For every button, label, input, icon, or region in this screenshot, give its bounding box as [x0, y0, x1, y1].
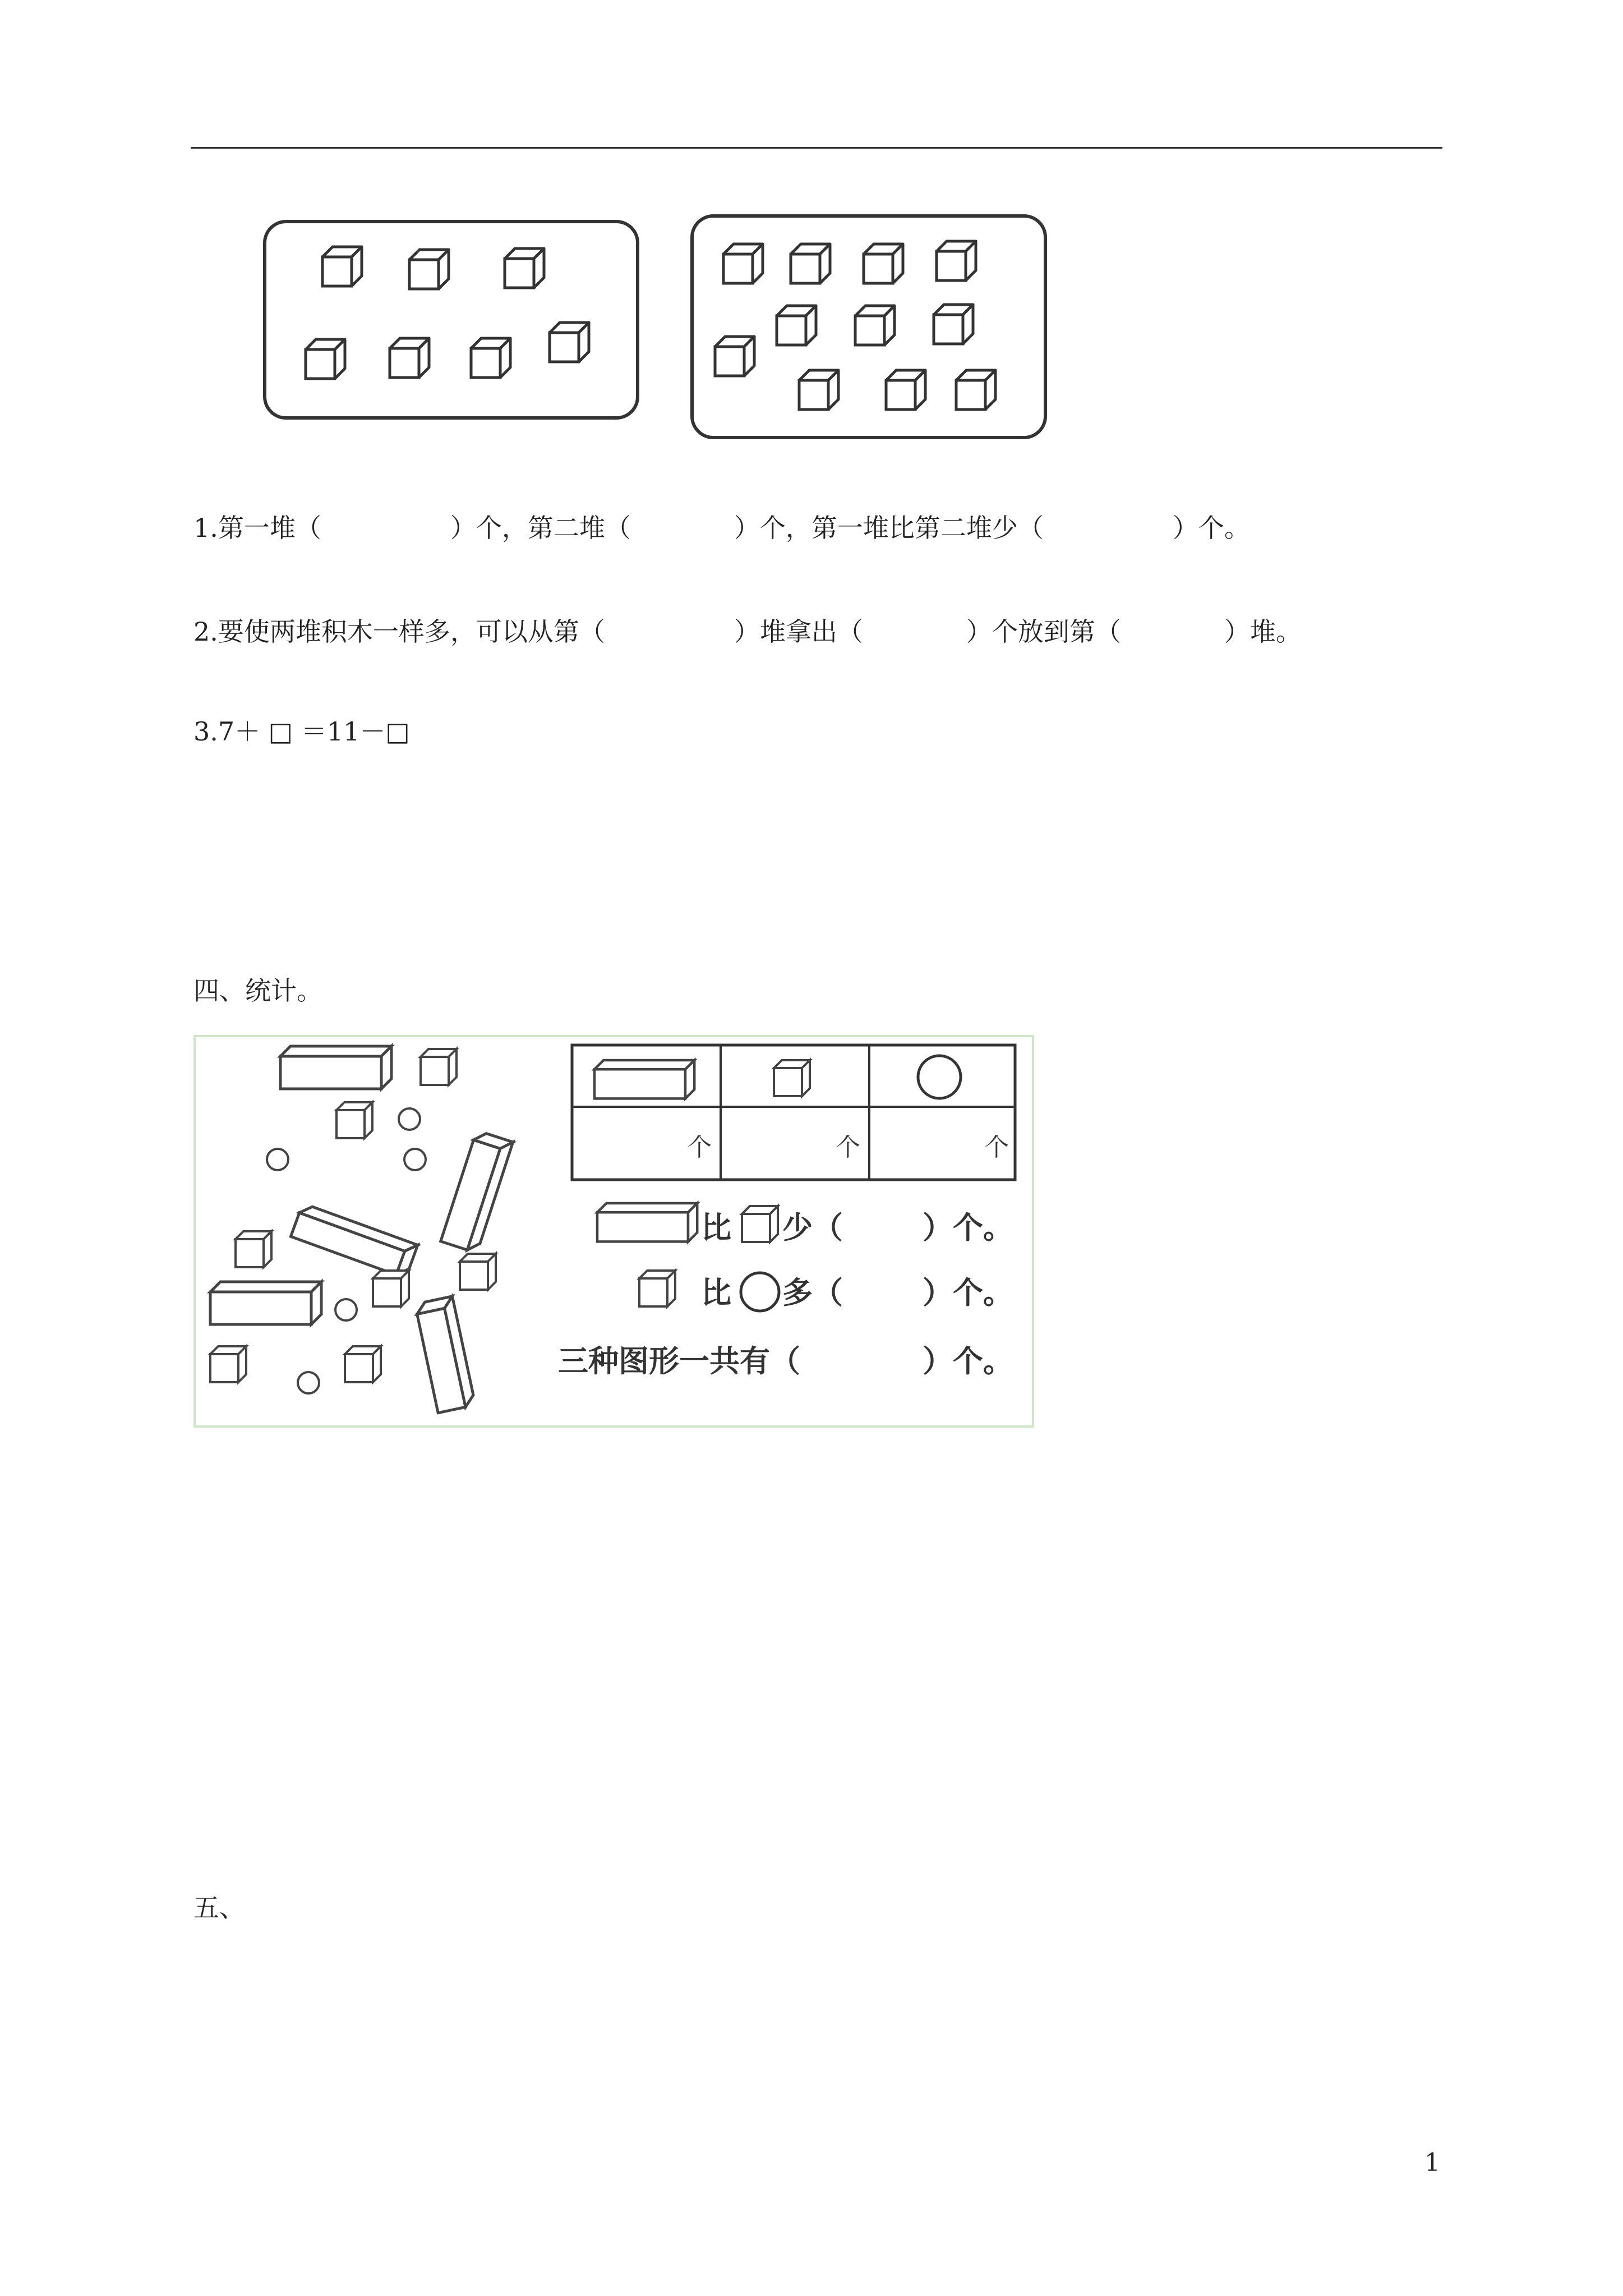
svg-text:比: 比: [701, 1210, 731, 1245]
table-unit-2: 个: [836, 1133, 860, 1162]
pile-one-cubes: [306, 247, 589, 379]
pile-one-frame: [265, 222, 638, 418]
header-rule: [191, 147, 1442, 149]
svg-text:）个。: ）个。: [923, 1343, 1013, 1379]
statement-1: [597, 1203, 1013, 1245]
table-unit-1: 个: [687, 1133, 712, 1162]
svg-text:少（: 少（: [782, 1210, 843, 1245]
svg-text:）个。: ）个。: [923, 1210, 1013, 1245]
page-number: 1: [1424, 2148, 1440, 2177]
statement-3: [558, 1343, 1013, 1379]
svg-text:）个。: ）个。: [923, 1275, 1013, 1310]
table-unit-3: 个: [984, 1133, 1009, 1162]
svg-text:三种图形一共有（: 三种图形一共有（: [558, 1343, 800, 1379]
statistics-figure: [193, 1035, 1035, 1428]
section-5-title: 五、: [193, 1893, 245, 1923]
svg-text:比: 比: [701, 1275, 731, 1310]
question-3: 3.7＋ □ ＝11－□: [193, 716, 410, 747]
question-1: 1.第一堆（ ）个，第二堆（ ）个，第一堆比第二堆少（ ）个。: [193, 513, 1250, 543]
question-2: 2.要使两堆积木一样多，可以从第（ ）堆拿出（ ）个放到第（ ）堆。: [193, 616, 1302, 647]
block-piles-figure: [258, 210, 1054, 446]
svg-text:多（: 多（: [782, 1275, 843, 1310]
section-4-title: 四、统计。: [193, 976, 322, 1006]
pile-two-cubes: [715, 241, 995, 409]
